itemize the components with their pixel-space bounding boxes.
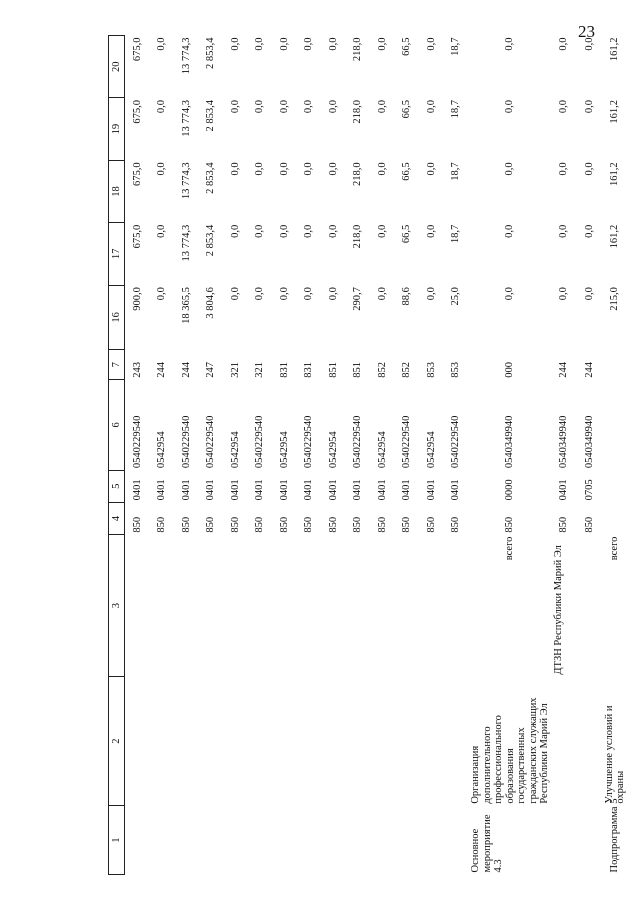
cell-c17: 0,0 xyxy=(503,224,515,238)
cell-c1: Основное мероприятие 4.3 xyxy=(470,814,504,873)
cell-c19: 66,5 xyxy=(401,99,413,119)
cell-c5: 0401 xyxy=(376,479,388,501)
cell-c1 xyxy=(150,806,175,875)
cell-c6: 0540229540 xyxy=(450,415,462,469)
cell-c16: 0,0 xyxy=(278,287,290,301)
cell-c2 xyxy=(346,677,371,806)
cell-c7: 853 xyxy=(425,362,437,378)
cell-c1 xyxy=(370,806,395,875)
cell-c7: 321 xyxy=(254,362,266,378)
cell-c17: 0,0 xyxy=(156,224,168,238)
cell-c20: 0,0 xyxy=(278,37,290,51)
cell-c20: 0,0 xyxy=(156,37,168,51)
cell-c20: 0,0 xyxy=(229,37,241,51)
cell-c2 xyxy=(444,677,469,806)
cell-c3 xyxy=(346,535,371,677)
table-row xyxy=(248,36,273,875)
cell-c1 xyxy=(321,806,346,875)
cell-c3 xyxy=(248,535,273,677)
cell-c1 xyxy=(444,806,469,875)
cell-c19: 13 774,3 xyxy=(180,99,192,137)
table-row xyxy=(223,36,248,875)
cell-c5: 0401 xyxy=(352,479,364,501)
cell-c3 xyxy=(272,535,297,677)
cell-c4: 850 xyxy=(583,516,595,533)
cell-c6: 0542954 xyxy=(327,431,339,469)
cell-c7: 243 xyxy=(131,362,143,378)
cell-c6: 0542954 xyxy=(278,431,290,469)
cell-c16: 0,0 xyxy=(229,287,241,301)
cell-c2 xyxy=(223,677,248,806)
cell-c7: 321 xyxy=(229,362,241,378)
header-cell: 1 xyxy=(109,806,125,875)
cell-c19: 0,0 xyxy=(254,99,266,114)
cell-c7: 852 xyxy=(376,362,388,378)
cell-c1 xyxy=(272,806,297,875)
cell-c20: 0,0 xyxy=(303,37,315,51)
cell-c4: 850 xyxy=(205,516,217,533)
header-cell: 4 xyxy=(109,502,125,534)
cell-c7: 247 xyxy=(205,362,217,378)
cell-c5: 0401 xyxy=(254,479,266,501)
table-row xyxy=(125,36,150,875)
header-cell: 7 xyxy=(109,350,125,380)
cell-c3 xyxy=(174,535,199,677)
cell-c18: 0,0 xyxy=(278,162,290,176)
cell-c3 xyxy=(125,535,150,677)
cell-c16: 18 365,5 xyxy=(180,287,192,324)
cell-c4: 850 xyxy=(450,516,462,533)
cell-c19: 2 853,4 xyxy=(205,99,217,132)
table-row xyxy=(551,36,578,875)
cell-c18: 13 774,3 xyxy=(180,162,192,200)
cell-c19: 161,2 xyxy=(609,99,621,124)
cell-c20: 66,5 xyxy=(401,37,413,56)
header-cell: 5 xyxy=(109,470,125,502)
cell-c5: 0401 xyxy=(401,479,413,501)
cell-c5: 0401 xyxy=(156,479,168,501)
cell-c20: 0,0 xyxy=(327,37,339,51)
cell-c18: 18,7 xyxy=(450,162,462,181)
table-row xyxy=(395,36,420,875)
table-row xyxy=(199,36,224,875)
cell-c4: 850 xyxy=(401,516,413,533)
cell-c20: 2 853,4 xyxy=(205,37,217,69)
cell-c7: 852 xyxy=(401,362,413,378)
cell-c2: Улучшение условий и охраны xyxy=(603,705,626,804)
cell-c3: всего xyxy=(609,536,621,561)
cell-c7: 244 xyxy=(583,362,595,378)
cell-c2 xyxy=(297,677,322,806)
cell-c4 xyxy=(602,502,629,534)
cell-c5: 0401 xyxy=(327,479,339,501)
cell-c6: 0540349940 xyxy=(503,415,515,469)
cell-c2 xyxy=(321,677,346,806)
cell-c19: 0,0 xyxy=(425,99,437,114)
cell-c16: 290,7 xyxy=(352,287,364,311)
cell-c3 xyxy=(150,535,175,677)
cell-c16: 0,0 xyxy=(425,287,437,301)
cell-c6: 0540229540 xyxy=(180,415,192,469)
cell-c19: 0,0 xyxy=(303,99,315,114)
cell-c18: 0,0 xyxy=(327,162,339,176)
cell-c20: 0,0 xyxy=(583,37,595,51)
cell-c17: 0,0 xyxy=(327,224,339,238)
cell-c19: 675,0 xyxy=(131,99,143,124)
cell-c2: Организация дополнительного профессионального образования государственных гражданских служащих Республики Марий Эл xyxy=(470,697,550,804)
cell-c16: 0,0 xyxy=(303,287,315,301)
cell-c5: 0401 xyxy=(450,479,462,501)
table-row xyxy=(468,36,551,875)
cell-c5: 0401 xyxy=(425,479,437,501)
table-row xyxy=(602,36,629,875)
cell-c16: 0,0 xyxy=(503,287,515,301)
cell-c20: 675,0 xyxy=(131,37,143,62)
cell-c4: 850 xyxy=(156,516,168,533)
cell-c20: 0,0 xyxy=(558,37,570,51)
cell-c2 xyxy=(150,677,175,806)
cell-c6: 0540229540 xyxy=(254,415,266,469)
table-row xyxy=(297,36,322,875)
cell-c18: 0,0 xyxy=(503,162,515,176)
cell-c6 xyxy=(602,380,629,470)
cell-c4: 850 xyxy=(558,516,570,533)
cell-c4: 850 xyxy=(278,516,290,533)
header-cell: 17 xyxy=(109,223,125,285)
header-row xyxy=(109,36,125,875)
header-cell: 2 xyxy=(109,677,125,806)
cell-c19: 0,0 xyxy=(156,99,168,114)
cell-c18: 2 853,4 xyxy=(205,162,217,194)
cell-c4: 850 xyxy=(229,516,241,533)
cell-c17: 2 853,4 xyxy=(205,224,217,257)
table-row xyxy=(150,36,175,875)
cell-c6: 0542954 xyxy=(229,431,241,469)
cell-c2 xyxy=(395,677,420,806)
budget-table xyxy=(108,35,628,875)
cell-c5: 0705 xyxy=(583,479,595,501)
table-row xyxy=(444,36,469,875)
cell-c6: 0540349940 xyxy=(558,415,570,469)
cell-c18: 675,0 xyxy=(131,162,143,186)
page-number: 23 xyxy=(578,22,595,41)
cell-c3 xyxy=(419,535,444,677)
cell-c16: 88,6 xyxy=(401,287,413,306)
cell-c19: 0,0 xyxy=(327,99,339,114)
table-row xyxy=(577,36,602,875)
table-row xyxy=(174,36,199,875)
cell-c16: 0,0 xyxy=(156,287,168,301)
cell-c19: 0,0 xyxy=(583,99,595,114)
cell-c18: 0,0 xyxy=(229,162,241,176)
table-body xyxy=(125,36,629,875)
cell-c6: 0540229540 xyxy=(401,415,413,469)
cell-c20: 0,0 xyxy=(503,37,515,51)
header-cell: 18 xyxy=(109,160,125,222)
cell-c19: 0,0 xyxy=(376,99,388,114)
header-cell: 19 xyxy=(109,98,125,160)
cell-c1 xyxy=(577,806,602,875)
cell-c7: 244 xyxy=(156,362,168,378)
cell-c20: 0,0 xyxy=(254,37,266,51)
cell-c20: 18,7 xyxy=(450,37,462,56)
cell-c1 xyxy=(551,806,578,875)
cell-c4: 850 xyxy=(303,516,315,533)
cell-c5: 0401 xyxy=(205,479,217,501)
cell-c4: 850 xyxy=(376,516,388,533)
cell-c5 xyxy=(602,470,629,502)
cell-c5: 0401 xyxy=(278,479,290,501)
cell-c1 xyxy=(223,806,248,875)
cell-c3 xyxy=(223,535,248,677)
cell-c17: 0,0 xyxy=(376,224,388,238)
cell-c7: 000 xyxy=(503,362,515,378)
cell-c7: 853 xyxy=(450,362,462,378)
cell-c17: 675,0 xyxy=(131,224,143,249)
cell-c16: 0,0 xyxy=(558,287,570,301)
cell-c4: 850 xyxy=(180,516,192,533)
cell-c1 xyxy=(395,806,420,875)
cell-c18: 218,0 xyxy=(352,162,364,186)
cell-c2 xyxy=(125,677,150,806)
cell-c19: 218,0 xyxy=(352,99,364,124)
cell-c1 xyxy=(199,806,224,875)
cell-c19: 0,0 xyxy=(558,99,570,114)
cell-c3: всего xyxy=(503,536,515,561)
cell-c3 xyxy=(297,535,322,677)
cell-c5: 0401 xyxy=(303,479,315,501)
cell-c7: 831 xyxy=(278,362,290,378)
cell-c18: 0,0 xyxy=(303,162,315,176)
cell-c18: 66,5 xyxy=(401,162,413,181)
cell-c2 xyxy=(551,677,578,806)
cell-c20: 0,0 xyxy=(425,37,437,51)
header-cell: 3 xyxy=(109,535,125,677)
cell-c6: 0540229540 xyxy=(303,415,315,469)
rotated-table-container xyxy=(108,35,626,875)
cell-c7: 851 xyxy=(352,362,364,378)
cell-c1 xyxy=(248,806,273,875)
cell-c2 xyxy=(370,677,395,806)
cell-c1 xyxy=(297,806,322,875)
cell-c2 xyxy=(272,677,297,806)
cell-c17: 66,5 xyxy=(401,224,413,244)
table-row xyxy=(321,36,346,875)
cell-c18: 0,0 xyxy=(558,162,570,176)
cell-c20: 161,2 xyxy=(609,37,621,62)
cell-c17: 0,0 xyxy=(229,224,241,238)
cell-c5: 0401 xyxy=(558,479,570,501)
cell-c2 xyxy=(199,677,224,806)
cell-c4: 850 xyxy=(254,516,266,533)
cell-c1 xyxy=(125,806,150,875)
cell-c2 xyxy=(248,677,273,806)
cell-c7: 244 xyxy=(180,362,192,378)
cell-c17: 0,0 xyxy=(303,224,315,238)
cell-c6: 0542954 xyxy=(425,431,437,469)
cell-c4: 850 xyxy=(503,516,515,533)
cell-c7 xyxy=(602,350,629,380)
cell-c17: 0,0 xyxy=(278,224,290,238)
cell-c18: 0,0 xyxy=(254,162,266,176)
cell-c17: 13 774,3 xyxy=(180,224,192,262)
cell-c3 xyxy=(199,535,224,677)
table-row xyxy=(346,36,371,875)
cell-c3 xyxy=(395,535,420,677)
cell-c6: 0542954 xyxy=(156,431,168,469)
cell-c16: 215,0 xyxy=(609,287,621,311)
cell-c4: 850 xyxy=(352,516,364,533)
cell-c6: 0540229540 xyxy=(205,415,217,469)
cell-c17: 161,2 xyxy=(609,224,621,249)
cell-c7: 244 xyxy=(558,362,570,378)
cell-c18: 0,0 xyxy=(425,162,437,176)
cell-c20: 0,0 xyxy=(376,37,388,51)
cell-c6: 0540229540 xyxy=(352,415,364,469)
cell-c3 xyxy=(321,535,346,677)
cell-c18: 0,0 xyxy=(156,162,168,176)
cell-c7: 831 xyxy=(303,362,315,378)
cell-c17: 0,0 xyxy=(254,224,266,238)
cell-c16: 0,0 xyxy=(327,287,339,301)
cell-c16: 900,0 xyxy=(131,287,143,311)
cell-c19: 0,0 xyxy=(229,99,241,114)
cell-c6: 0540229540 xyxy=(131,415,143,469)
cell-c5: 0401 xyxy=(131,479,143,501)
cell-c2 xyxy=(174,677,199,806)
cell-c2 xyxy=(419,677,444,806)
cell-c18: 161,2 xyxy=(609,162,621,186)
cell-c17: 0,0 xyxy=(425,224,437,238)
cell-c2 xyxy=(577,677,602,806)
cell-c16: 25,0 xyxy=(450,287,462,306)
cell-c4: 850 xyxy=(425,516,437,533)
cell-c1: Подпрограмма 5 xyxy=(609,798,621,873)
cell-c1 xyxy=(419,806,444,875)
cell-c6: 0540349940 xyxy=(583,415,595,469)
cell-c17: 0,0 xyxy=(583,224,595,238)
cell-c16: 3 804,6 xyxy=(205,287,217,319)
header-cell: 16 xyxy=(109,285,125,350)
cell-c7: 851 xyxy=(327,362,339,378)
cell-c4: 850 xyxy=(131,516,143,533)
cell-c16: 0,0 xyxy=(254,287,266,301)
cell-c3 xyxy=(577,535,602,677)
cell-c16: 0,0 xyxy=(376,287,388,301)
cell-c18: 0,0 xyxy=(376,162,388,176)
cell-c18: 0,0 xyxy=(583,162,595,176)
cell-c6: 0542954 xyxy=(376,431,388,469)
cell-c1 xyxy=(346,806,371,875)
cell-c16: 0,0 xyxy=(583,287,595,301)
cell-c19: 0,0 xyxy=(278,99,290,114)
table-row xyxy=(370,36,395,875)
cell-c3 xyxy=(370,535,395,677)
cell-c3 xyxy=(444,535,469,677)
cell-c19: 0,0 xyxy=(503,99,515,114)
cell-c20: 218,0 xyxy=(352,37,364,62)
cell-c5: 0401 xyxy=(229,479,241,501)
cell-c3: ДТЗН Республики Марий Эл xyxy=(552,545,564,675)
cell-c5: 0000 xyxy=(503,479,515,501)
cell-c19: 18,7 xyxy=(450,99,462,119)
cell-c17: 218,0 xyxy=(352,224,364,249)
cell-c4: 850 xyxy=(327,516,339,533)
header-cell: 6 xyxy=(109,380,125,470)
header-cell: 20 xyxy=(109,36,125,98)
table-row xyxy=(272,36,297,875)
cell-c1 xyxy=(174,806,199,875)
cell-c17: 18,7 xyxy=(450,224,462,244)
table-row xyxy=(419,36,444,875)
cell-c17: 0,0 xyxy=(558,224,570,238)
cell-c5: 0401 xyxy=(180,479,192,501)
cell-c20: 13 774,3 xyxy=(180,37,192,75)
